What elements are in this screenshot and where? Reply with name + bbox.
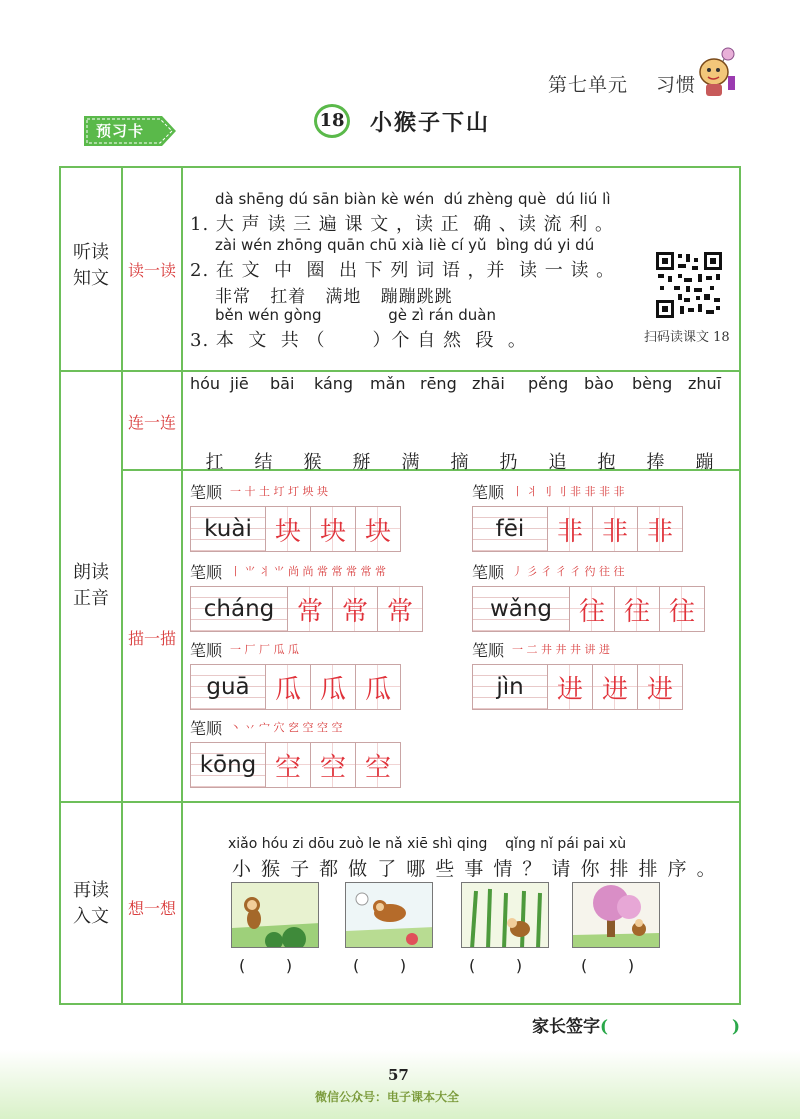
writing-grid-cell[interactable]: 空: [266, 743, 311, 787]
writing-grid: [472, 664, 683, 710]
task2-text: 2. 在 文 中 圈 出 下 列 词 语 ，并 读 一 读 。: [190, 260, 616, 281]
section-reread-line2: 入文: [73, 906, 109, 927]
stroke-order-sequence: 丿 彡 彳 彳 彳 彴 往 往: [512, 565, 625, 578]
picture-monkey-corn-field: [461, 882, 549, 948]
writing-grid-cell[interactable]: 进: [593, 665, 638, 709]
writing-grid-cell[interactable]: 块: [356, 507, 400, 551]
trace-item-jìn: [472, 638, 683, 710]
section-reread-label: [61, 878, 121, 930]
link-pinyin-item[interactable]: rēng: [420, 374, 457, 393]
habit-label: 习惯: [656, 74, 697, 96]
writing-grid: [472, 506, 683, 552]
link-char-item[interactable]: 蹦: [695, 452, 714, 473]
trace-item-wǎng: [472, 560, 705, 632]
column-divider-1: [121, 166, 123, 1005]
unit-label: 第七单元: [548, 74, 629, 96]
task1-text: 1. 大 声 读 三 遍 课 文 ，读 正 确 、读 流 利 。: [190, 214, 614, 235]
link-char-item[interactable]: 摘: [450, 452, 469, 473]
stroke-order-sequence: 丨 丬 刂 刂 非 非 非 非: [512, 485, 625, 498]
writing-grid-cell[interactable]: 块: [266, 507, 311, 551]
section-read-line2: 正音: [73, 588, 109, 609]
section-read-label: [61, 560, 121, 612]
link-char-item[interactable]: 扛: [205, 452, 224, 473]
stroke-order-label: 笔顺: [472, 640, 505, 660]
task1-pinyin: dà shēng dú sān biàn kè wén dú zhèng què dú liú lì: [215, 190, 611, 208]
task3-text: 3. 本 文 共 （ ）个 自 然 段 。: [190, 330, 527, 351]
link-char-item[interactable]: 捧: [646, 452, 665, 473]
signature-open-paren: (: [600, 1017, 609, 1037]
sub-think-label: 想一想: [127, 899, 176, 918]
task2-pinyin: zài wén zhōng quān chū xià liè cí yǔ bìng dú yi dú: [215, 236, 595, 254]
writing-grid-cell[interactable]: 瓜: [311, 665, 356, 709]
think-text: 小 猴 子 都 做 了 哪 些 事 情 ？ 请 你 排 排 序 。: [232, 858, 718, 880]
link-char-item[interactable]: 扔: [499, 452, 518, 473]
link-pinyin-item[interactable]: bào: [584, 374, 614, 393]
stroke-order-sequence: 一 二 井 井 井 讲 进: [512, 643, 610, 656]
link-pinyin-item[interactable]: jiē: [230, 374, 249, 393]
writing-grid-cell[interactable]: 瓜: [266, 665, 311, 709]
writing-grid: [472, 586, 705, 632]
trace-item-kōng: [190, 716, 401, 788]
link-pinyin-item[interactable]: hóu: [190, 374, 221, 393]
task3-pinyin: běn wén gòng gè zì rán duàn: [215, 306, 496, 324]
stroke-order-label: 笔顺: [190, 482, 223, 502]
writing-grid-pinyin: kōng: [191, 743, 266, 787]
picture-monkey-tree: [572, 882, 660, 948]
think-pinyin: xiǎo hóu zi dōu zuò le nǎ xiē shì qing qǐng nǐ pái pai xù: [228, 836, 627, 852]
writing-grid-pinyin: fēi: [473, 507, 548, 551]
link-pinyin-item[interactable]: zhuī: [688, 374, 722, 393]
writing-grid-cell[interactable]: 进: [638, 665, 682, 709]
mascot-icon: [694, 46, 738, 100]
stroke-order-label: 笔顺: [472, 482, 505, 502]
lesson-number: 18: [314, 104, 350, 138]
link-pinyin-item[interactable]: pěng: [528, 374, 569, 393]
stroke-order-label: 笔顺: [190, 718, 223, 738]
writing-grid-cell[interactable]: 往: [570, 587, 615, 631]
stroke-order-sequence: 一 厂 厂 瓜 瓜: [230, 643, 300, 656]
row-divider-1: [59, 370, 741, 372]
writing-grid: [190, 664, 401, 710]
link-pinyin-item[interactable]: mǎn: [370, 374, 406, 393]
writing-grid-cell[interactable]: 常: [288, 587, 333, 631]
writing-grid-pinyin: kuài: [191, 507, 266, 551]
stroke-order-sequence: 丶 丷 宀 穴 穵 空 空 空: [230, 721, 343, 734]
writing-grid-cell[interactable]: 常: [333, 587, 378, 631]
sub-link-label: 连一连: [127, 413, 176, 432]
writing-grid-cell[interactable]: 瓜: [356, 665, 400, 709]
writing-grid-cell[interactable]: 非: [548, 507, 593, 551]
stroke-order-sequence: 丨 ⺌ 丬 ⺌ 尚 尚 常 常 常 常 常: [230, 565, 386, 578]
writing-grid: [190, 742, 401, 788]
answer-blank-1[interactable]: ( ): [239, 956, 293, 975]
stroke-order-label: 笔顺: [190, 562, 223, 582]
writing-grid-cell[interactable]: 块: [311, 507, 356, 551]
writing-grid-cell[interactable]: 往: [660, 587, 704, 631]
trace-item-guā: [190, 638, 401, 710]
column-divider-2: [181, 166, 183, 1005]
section-listen-line2: 知文: [73, 268, 109, 289]
task2-words: 非常 扛着 满地 蹦蹦跳跳: [215, 287, 453, 307]
qr-caption: 扫码读课文 18: [644, 330, 730, 345]
link-char-item[interactable]: 抱: [597, 452, 616, 473]
link-pinyin-row: [190, 374, 736, 393]
link-char-item[interactable]: 结: [254, 452, 273, 473]
writing-grid: [190, 506, 401, 552]
writing-grid-cell[interactable]: 空: [356, 743, 400, 787]
sub-trace-label: 描一描: [127, 629, 176, 648]
writing-grid-pinyin: cháng: [191, 587, 288, 631]
footer-band: [0, 1050, 800, 1119]
answer-blank-3[interactable]: ( ): [469, 956, 523, 975]
signature-label: 家长签字: [532, 1017, 600, 1037]
picture-monkey-peach: [345, 882, 433, 948]
link-pinyin-item[interactable]: káng: [314, 374, 354, 393]
page-number: 57: [388, 1066, 409, 1084]
section-listen-line1: 听读: [73, 242, 109, 263]
answer-blank-4[interactable]: ( ): [581, 956, 635, 975]
section-listen-label: [61, 240, 121, 292]
parent-signature: [532, 1012, 740, 1037]
picture-monkey-corn: [231, 882, 319, 948]
answer-blank-2[interactable]: ( ): [353, 956, 407, 975]
section-reread-line1: 再读: [73, 880, 109, 901]
stroke-order-sequence: 一 十 土 圢 圢 坱 块: [230, 485, 328, 498]
link-pinyin-item[interactable]: bèng: [632, 374, 673, 393]
writing-grid-cell[interactable]: 往: [615, 587, 660, 631]
stroke-order-label: 笔顺: [472, 562, 505, 582]
trace-item-kuài: [190, 480, 401, 552]
trace-item-fēi: [472, 480, 683, 552]
link-pinyin-item[interactable]: zhāi: [472, 374, 505, 393]
wechat-account: 微信公众号：电子课本大全: [315, 1090, 460, 1104]
link-pinyin-item[interactable]: bāi: [270, 374, 295, 393]
link-char-row: [190, 448, 729, 474]
link-char-item[interactable]: 掰: [352, 452, 371, 473]
writing-grid-cell[interactable]: 非: [593, 507, 638, 551]
section-read-line1: 朗读: [73, 562, 109, 583]
writing-grid-pinyin: jìn: [473, 665, 548, 709]
stroke-order-label: 笔顺: [190, 640, 223, 660]
trace-item-cháng: [190, 560, 423, 632]
sub-read-label: 读一读: [127, 261, 176, 280]
preview-tag-label: 预习卡: [96, 122, 145, 140]
row-divider-3: [59, 801, 741, 803]
signature-close-paren: ): [732, 1017, 741, 1037]
writing-grid-cell[interactable]: 非: [638, 507, 682, 551]
writing-grid-cell[interactable]: 进: [548, 665, 593, 709]
link-char-item[interactable]: 满: [401, 452, 420, 473]
link-char-item[interactable]: 猴: [303, 452, 322, 473]
writing-grid-cell[interactable]: 空: [311, 743, 356, 787]
lesson-title: 小猴子下山: [370, 110, 491, 136]
link-char-item[interactable]: 追: [548, 452, 567, 473]
qr-code-icon[interactable]: [654, 250, 724, 320]
writing-grid: [190, 586, 423, 632]
writing-grid-cell[interactable]: 常: [378, 587, 422, 631]
writing-grid-pinyin: wǎng: [473, 587, 570, 631]
writing-grid-pinyin: guā: [191, 665, 266, 709]
